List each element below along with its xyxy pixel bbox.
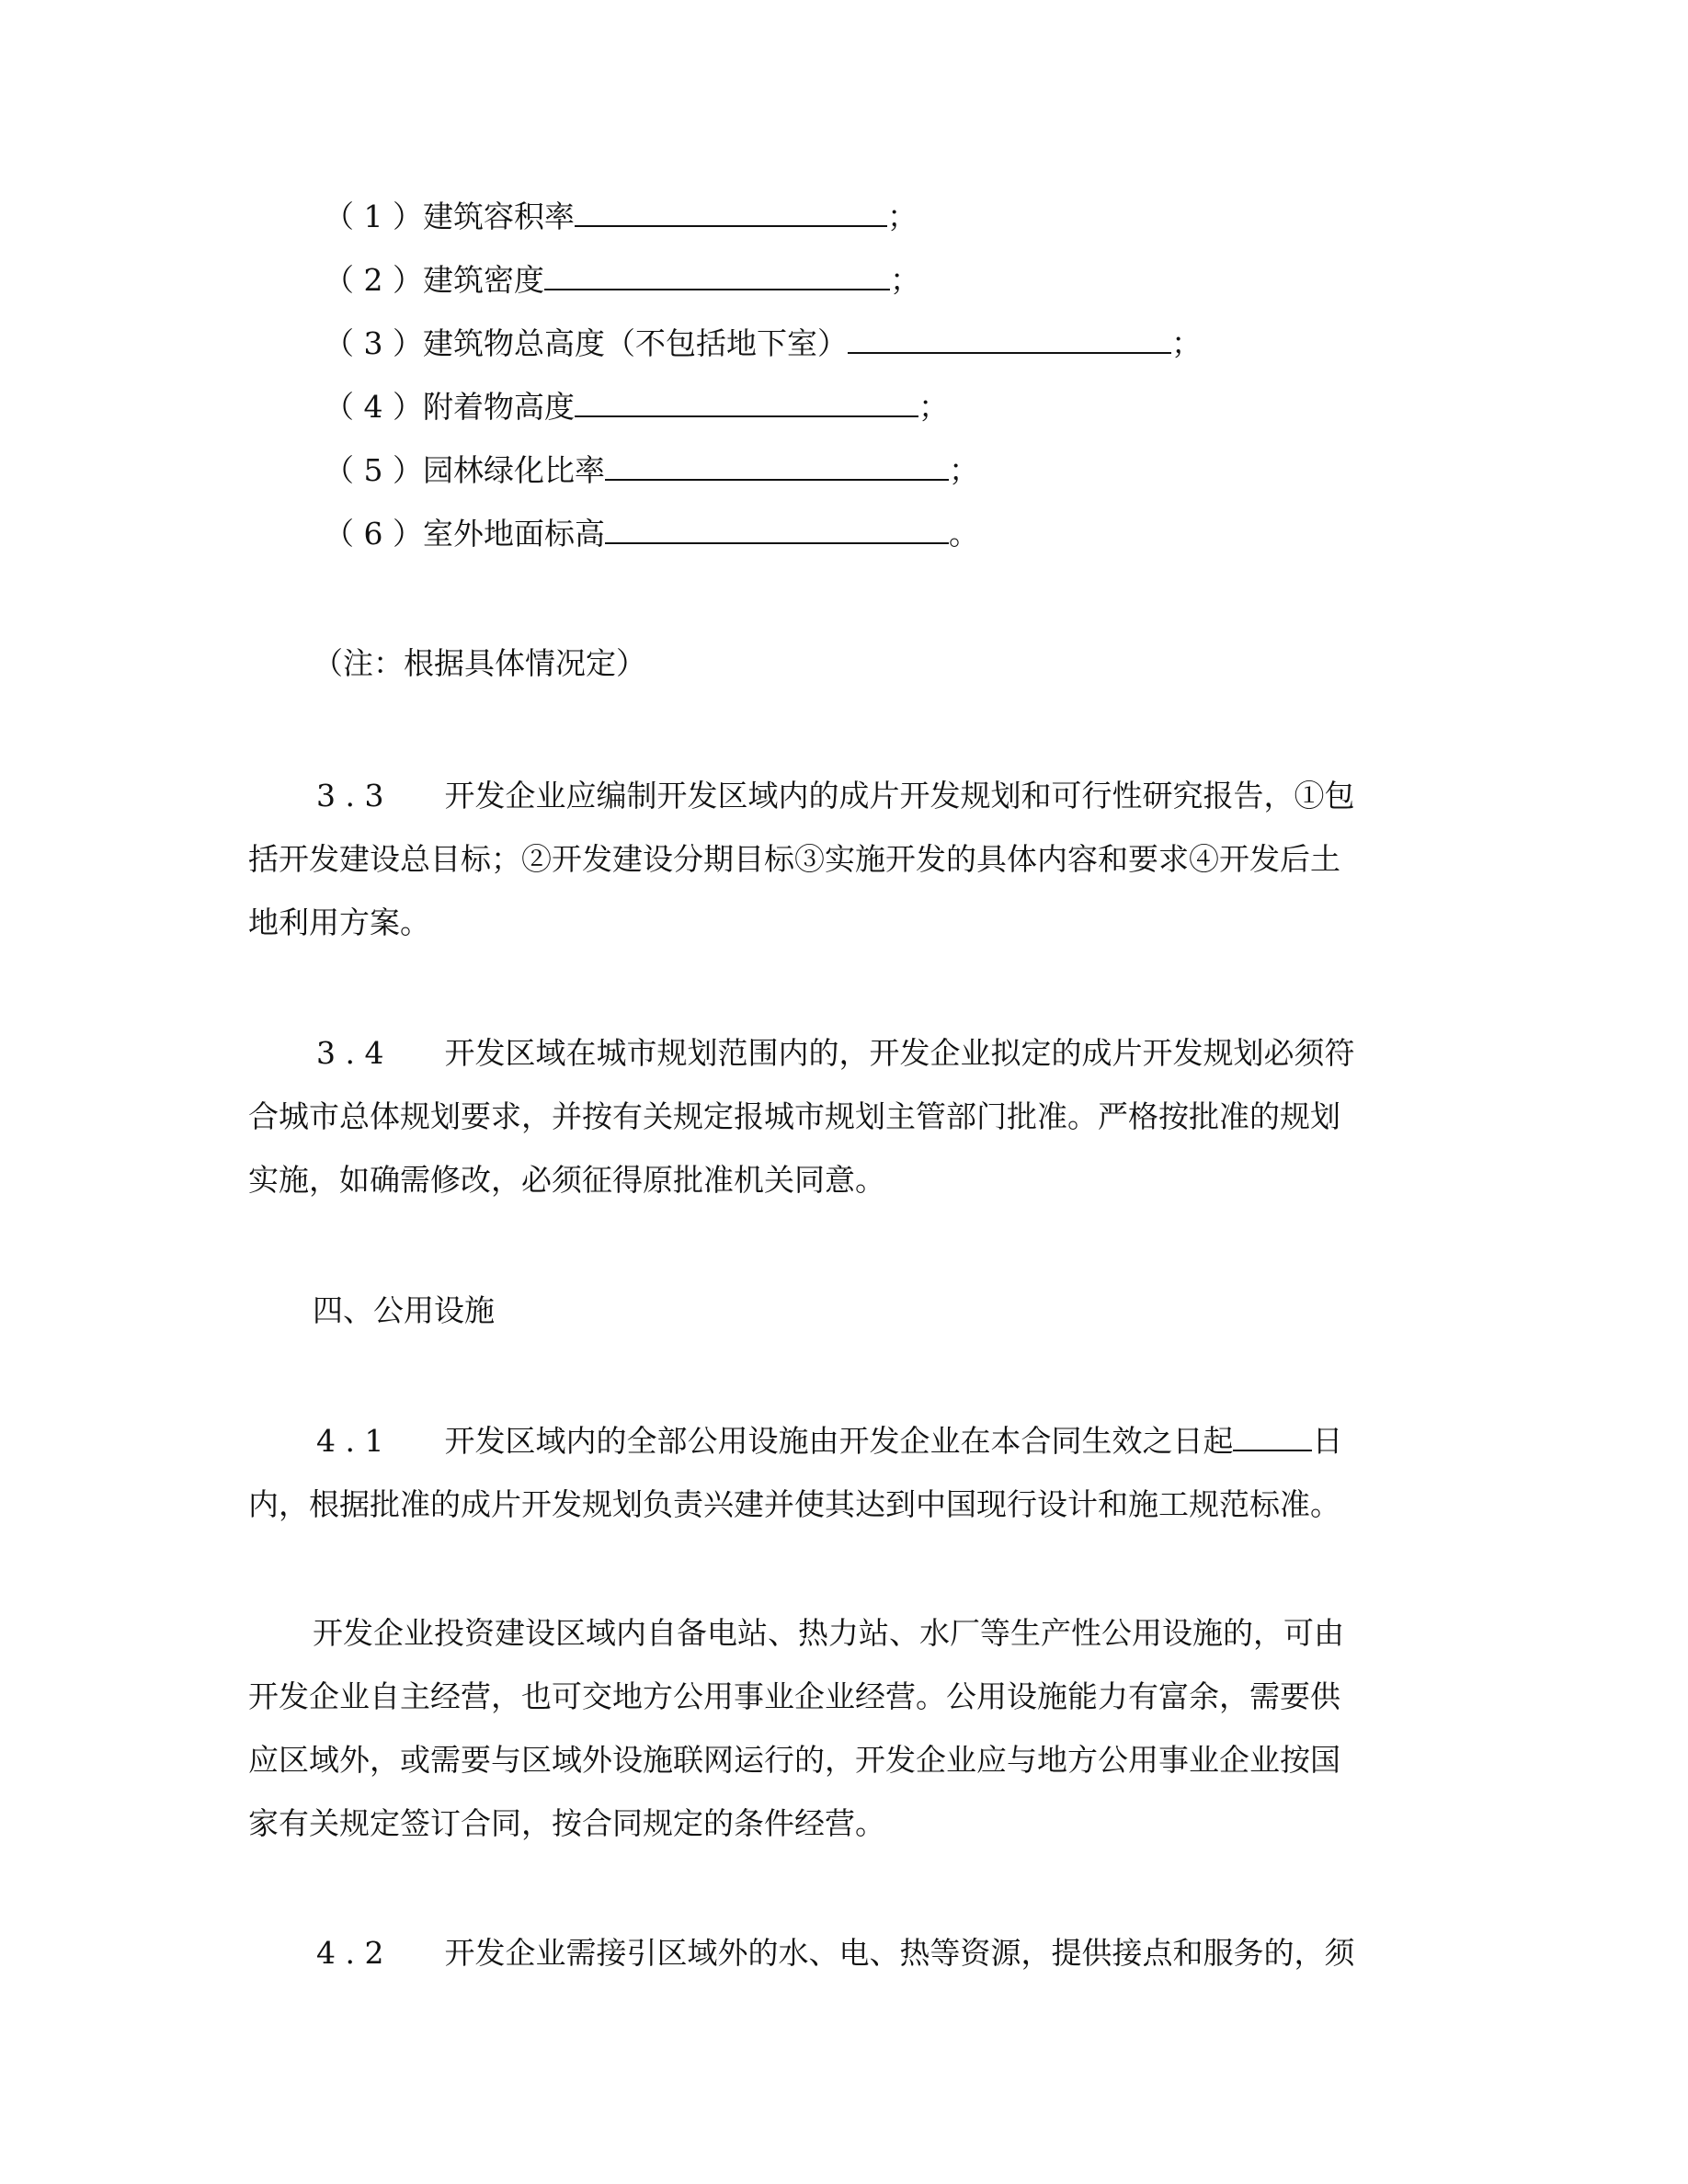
fill-blank[interactable] — [575, 198, 887, 227]
fill-blank[interactable] — [848, 324, 1171, 354]
para-3-3-line-1: 3 . 3 开发企业应编制开发区域内的成片开发规划和可行性研究报告，①包 — [316, 778, 1355, 813]
item-4 — [324, 386, 949, 428]
item-end: ； — [1170, 325, 1202, 361]
para-3-3-line-3: 地利用方案。 — [248, 904, 430, 940]
para-3-4-line-1: 3 . 4 开发区域在城市规划范围内的，开发企业拟定的成片开发规划必须符 — [316, 1035, 1355, 1071]
fill-blank[interactable] — [605, 451, 949, 481]
para-3-4-line-3: 实施，如确需修改，必须征得原批准机关同意。 — [248, 1162, 885, 1198]
para-4-1-text-end: 日 — [1312, 1423, 1343, 1459]
item-number: （ 1 ） — [324, 199, 423, 234]
item-end: ； — [886, 199, 918, 234]
para-4-2-line-1: 4 . 2 开发企业需接引区域外的水、电、热等资源，提供接点和服务的，须 — [316, 1935, 1355, 1971]
item-6 — [324, 513, 979, 555]
fill-blank[interactable] — [544, 261, 890, 290]
fill-blank[interactable] — [605, 515, 949, 544]
item-end: ； — [948, 452, 979, 488]
item-end: 。 — [948, 516, 979, 552]
item-1 — [324, 196, 918, 238]
para-4-1-line-2: 内，根据批准的成片开发规划负责兴建并使其达到中国现行设计和施工规范标准。 — [248, 1486, 1340, 1522]
section-heading: 四、公用设施 — [313, 1292, 495, 1328]
item-number: （ 5 ） — [324, 452, 423, 488]
item-5 — [324, 449, 979, 492]
para-public-line-1: 开发企业投资建设区域内自备电站、热力站、水厂等生产性公用设施的，可由 — [313, 1615, 1344, 1651]
item-number: （ 3 ） — [324, 325, 423, 361]
item-label: 建筑物总高度（不包括地下室） — [422, 325, 848, 361]
para-3-4-line-2: 合城市总体规划要求，并按有关规定报城市规划主管部门批准。严格按批准的规划 — [248, 1098, 1340, 1134]
item-label: 室外地面标高 — [422, 516, 605, 552]
item-2 — [324, 259, 920, 301]
item-number: （ 6 ） — [324, 516, 423, 552]
item-number: （ 2 ） — [324, 262, 423, 298]
para-public-line-2: 开发企业自主经营，也可交地方公用事业企业经营。公用设施能力有富余，需要供 — [248, 1678, 1340, 1714]
item-label: 园林绿化比率 — [422, 452, 605, 488]
item-end: ； — [889, 262, 920, 298]
item-number: （ 4 ） — [324, 389, 423, 425]
para-public-line-3: 应区域外，或需要与区域外设施联网运行的，开发企业应与地方公用事业企业按国 — [248, 1742, 1340, 1778]
item-end: ； — [918, 389, 949, 425]
note: （注：根据具体情况定） — [313, 645, 646, 681]
item-label: 建筑容积率 — [422, 199, 575, 234]
item-3 — [324, 323, 1202, 365]
fill-blank[interactable] — [575, 388, 918, 417]
para-4-1-line-1 — [316, 1420, 1342, 1462]
para-3-3-line-2: 括开发建设总目标；②开发建设分期目标③实施开发的具体内容和要求④开发后土 — [248, 841, 1340, 877]
para-4-1-text: 4 . 1 开发区域内的全部公用设施由开发企业在本合同生效之日起 — [316, 1423, 1234, 1459]
fill-blank-days[interactable] — [1233, 1422, 1312, 1451]
item-label: 附着物高度 — [422, 389, 575, 425]
item-label: 建筑密度 — [422, 262, 544, 298]
para-public-line-4: 家有关规定签订合同，按合同规定的条件经营。 — [248, 1805, 885, 1841]
